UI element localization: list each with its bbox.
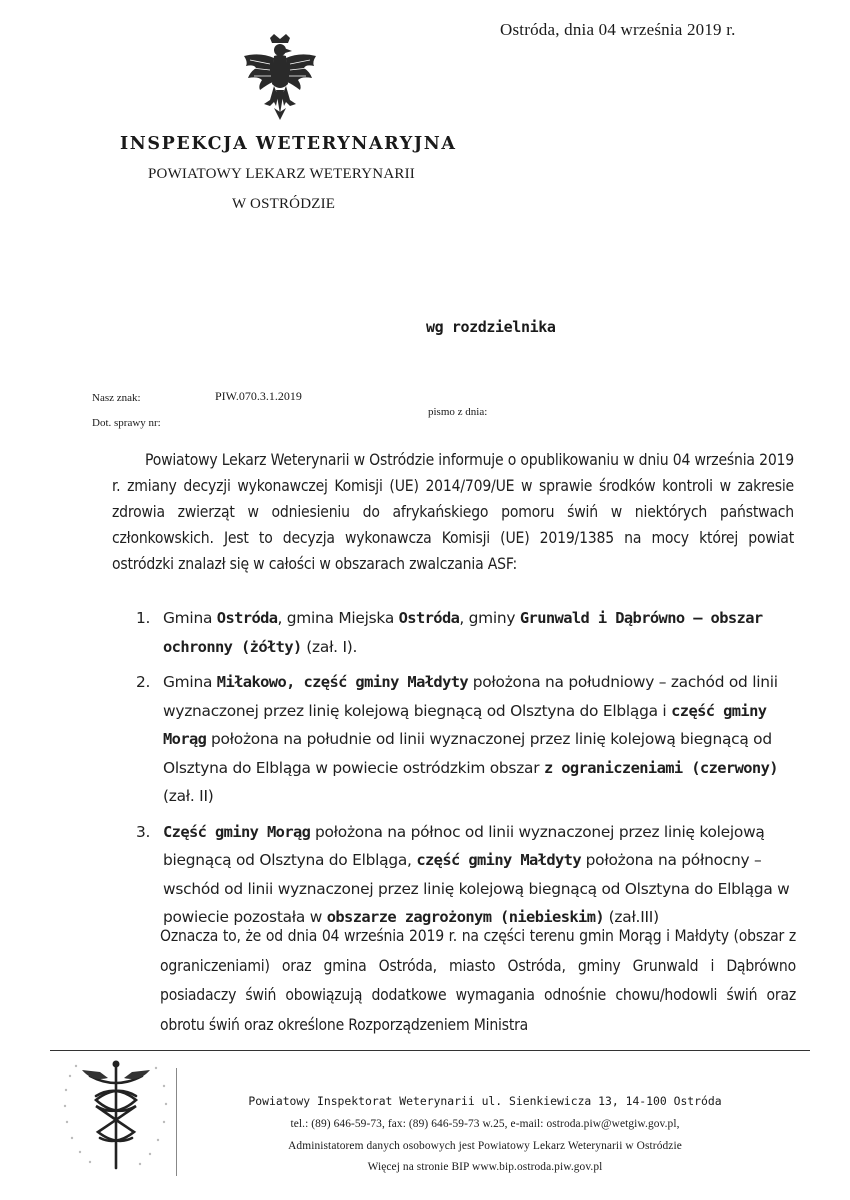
list-item-bold: Ostróda: [398, 609, 460, 627]
list-item-bold: Miłakowo, część gminy Małdyty: [216, 673, 469, 691]
list-item-text: (zał.III): [604, 908, 659, 926]
list-item-bold: część gminy Małdyty: [416, 851, 581, 869]
footer-data-admin: Administatorem danych osobowych jest Powiatowy Lekarz Weterynarii w Ostródzie: [288, 1140, 682, 1152]
our-sign-value: PIW.070.3.1.2019: [215, 389, 302, 403]
list-item-bold: Część gminy Morąg: [163, 822, 311, 841]
office-title-line2: W OSTRÓDZIE: [232, 196, 336, 212]
zones-list: [136, 604, 796, 939]
recipient-line: wg rozdzielnika: [426, 318, 556, 336]
list-item: [136, 604, 796, 661]
institution-name: INSPEKCJA WETERYNARYJNA: [120, 134, 457, 154]
document-date: Ostróda, dnia 04 września 2019 r.: [500, 20, 736, 39]
list-item-bold: Ostróda: [216, 609, 278, 627]
list-item-text: , gmina Miejska: [277, 609, 399, 627]
list-item-number: 2.: [136, 673, 151, 691]
list-item-number: 1.: [136, 609, 151, 627]
list-item-bold: obszarze zagrożonym (niebieskim): [326, 908, 605, 926]
list-item-number: 3.: [136, 822, 151, 841]
list-item-text: Gmina: [163, 609, 217, 627]
footer-vertical-divider: [176, 1068, 177, 1176]
closing-paragraph: Oznacza to, że od dnia 04 września 2019 r. na części terenu gmin Morąg i Małdyty (obszar z ograniczeniami) oraz gmina Ostróda, miasto Ostróda, gminy Grunwald i Dąbrówno posiadaczy świń obowiązują dodatkowe wymagania odnośnie chowu/hodowli świń oraz obrotu świń oraz określone Rozporządzeniem Ministra: [160, 927, 796, 1034]
list-item-text: położona na południowy – zachód od linii wyznaczonej przez linię kolejową biegnącą od Olsztyna do Elbląga i: [163, 673, 778, 720]
list-item-text: (zał. II): [163, 787, 214, 805]
caduceus-icon: [60, 1056, 172, 1174]
case-number-label: Dot. sprawy nr:: [92, 417, 161, 429]
office-title-line1: POWIATOWY LEKARZ WETERYNARII: [148, 166, 415, 182]
list-item-text: Gmina: [163, 673, 217, 691]
footer-address: Powiatowy Inspektorat Weterynarii ul. Sienkiewicza 13, 14-100 Ostróda: [248, 1094, 722, 1108]
list-item-bold: część gminy Morąg: [163, 701, 767, 748]
list-item-text: położona na południe od linii wyznaczonej przez linię kolejową biegnącą od Olsztyna do Elbląga w powiecie ostródzkim obszar: [163, 730, 772, 777]
footer-contact: tel.: (89) 646-59-73, fax: (89) 646-59-73 w.25, e-mail: ostroda.piw@wetgiw.gov.pl,: [290, 1118, 680, 1130]
list-item-text: położona na północny – wschód od linii wyznaczonej przez linię kolejową biegnącą od Olsztyna do Elbląga w powiecie pozostała w: [163, 851, 790, 926]
list-item-bold: Grunwald i Dąbrówno – obszar ochronny (żółty): [163, 609, 763, 656]
eagle-emblem-icon: [240, 34, 320, 122]
our-sign-label: Nasz znak:: [92, 392, 141, 404]
list-item: [136, 818, 796, 932]
footer-bip-link[interactable]: Więcej na stronie BIP www.bip.ostroda.piw.gov.pl: [367, 1161, 603, 1173]
list-item: [136, 668, 796, 811]
list-item-bold: z ograniczeniami (czerwony): [543, 758, 778, 777]
footer-divider: [50, 1050, 810, 1051]
letter-from-label: pismo z dnia:: [428, 406, 488, 418]
intro-paragraph: Powiatowy Lekarz Weterynarii w Ostródzie informuje o opublikowaniu w dniu 04 września 2019 r. zmiany decyzji wykonawczej Komisji (UE) 2014/709/UE w sprawie środków kontroli w zakresie zdrowia zwierząt w odniesieniu do afrykańskiego pomoru świń w niektórych państwach członkowskich. Jest to decyzja wykonawcza Komisji (UE) 2019/1385 na mocy której powiat ostródzki znalazł się w całości w obszarach zwalczania ASF:: [112, 451, 794, 573]
list-item-text: położona na północ od linii wyznaczonej przez linię kolejową biegnącą od Olsztyna do Elbląga,: [163, 822, 765, 869]
list-item-text: (zał. I).: [301, 637, 358, 656]
list-item-text: , gminy: [459, 609, 520, 627]
